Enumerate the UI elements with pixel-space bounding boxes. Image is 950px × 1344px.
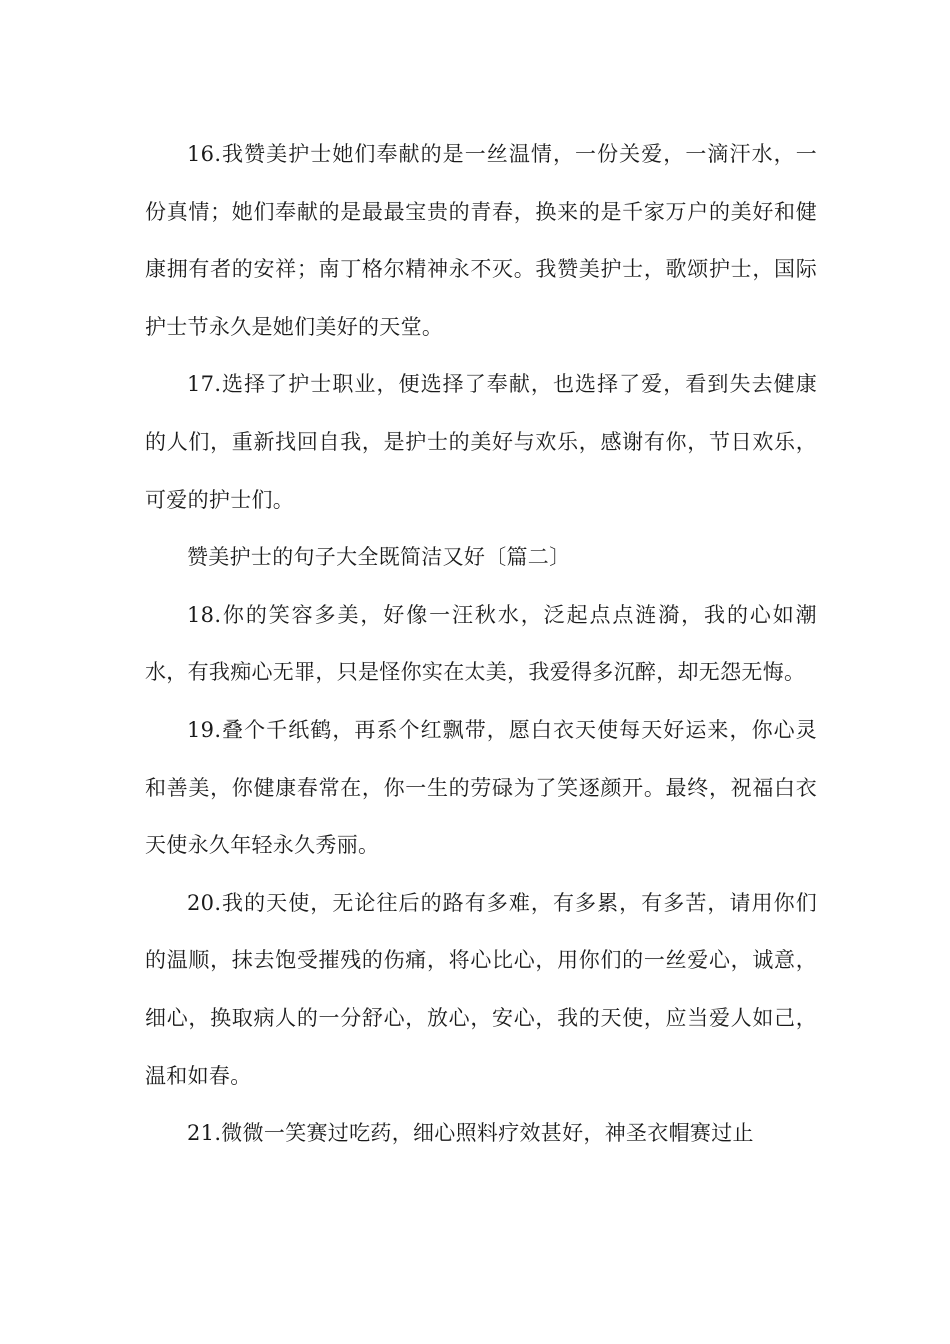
paragraph-20: 20.我的天使，无论往后的路有多难，有多累，有多苦，请用你们的温顺，抹去饱受摧残的伤痛，将心比心，用你们的一丝爱心，诚意，细心，换取病人的一分舒心，放心，安心，我的天使，应当爱人如己，温和如春。 <box>145 890 817 1088</box>
document-body <box>145 126 817 1163</box>
section-heading: 赞美护士的句子大全既简洁又好〔篇二〕 <box>187 545 571 570</box>
paragraph-17: 17.选择了护士职业，便选择了奉献，也选择了爱，看到失去健康的人们，重新找回自我，是护士的美好与欢乐，感谢有你，节日欢乐，可爱的护士们。 <box>145 372 817 512</box>
paragraph-16: 16.我赞美护士她们奉献的是一丝温情，一份关爱，一滴汗水，一份真情；她们奉献的是最最宝贵的青春，换来的是千家万户的美好和健康拥有者的安祥；南丁格尔精神永不灭。我赞美护士，歌颂护士，国际护士节永久是她们美好的天堂。 <box>145 142 817 339</box>
paragraph-19: 19.叠个千纸鹤，再系个红飘带，愿白衣天使每天好运来，你心灵和善美，你健康春常在，你一生的劳碌为了笑逐颜开。最终，祝福白衣天使永久年轻永久秀丽。 <box>145 717 817 858</box>
paragraph-18: 18.你的笑容多美，好像一汪秋水，泛起点点涟漪，我的心如潮水，有我痴心无罪，只是怪你实在太美，我爱得多沉醉，却无怨无悔。 <box>145 602 817 685</box>
paragraph-21: 21.微微一笑赛过吃药，细心照料疗效甚好，神圣衣帽赛过止 <box>187 1121 754 1146</box>
